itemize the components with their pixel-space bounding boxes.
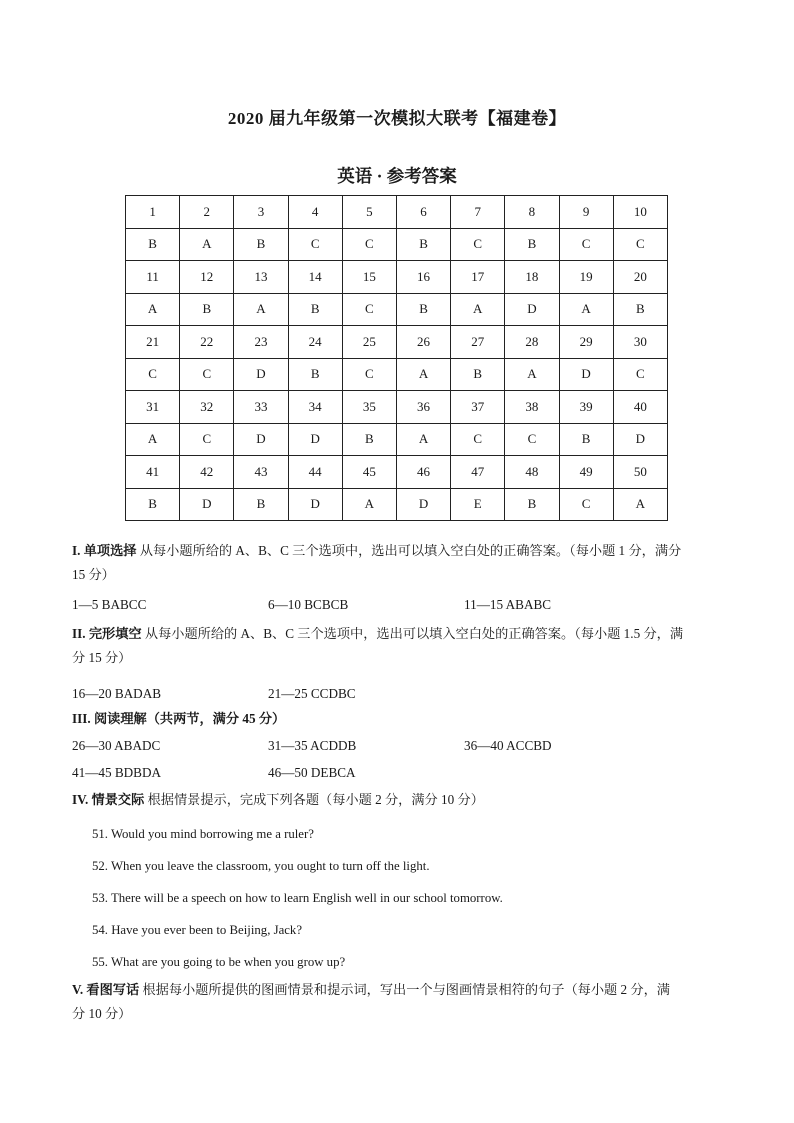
answer-table-cell: 35 (342, 391, 396, 424)
answer-table-cell: B (342, 423, 396, 456)
section-5-desc-line2: 分 10 分） (72, 1006, 132, 1021)
answer-table-cell: C (180, 423, 234, 456)
sentence-53: 53. There will be a speech on how to learn English well in our school tomorrow. (92, 891, 503, 905)
answer-table-cell: C (505, 423, 559, 456)
answer-table-cell: B (396, 293, 450, 326)
answer-table-cell: 26 (396, 326, 450, 359)
answer-table-cell: 46 (396, 456, 450, 489)
answer-table-cell: 36 (396, 391, 450, 424)
answer-table-cell: B (288, 358, 342, 391)
answer-table-cell: A (396, 423, 450, 456)
answer-table-cell: A (126, 293, 180, 326)
section-2-desc-line2: 分 15 分） (72, 650, 132, 665)
answer-group: 26—30 ABADC (72, 738, 161, 753)
section-5-heading: V. 看图写话 (72, 982, 140, 997)
answer-table-cell: 5 (342, 196, 396, 229)
answer-table-row (126, 423, 668, 456)
answer-table-cell: A (396, 358, 450, 391)
answer-table-cell: D (288, 488, 342, 521)
answer-group: 46—50 DEBCA (268, 765, 356, 780)
answer-table-cell: A (234, 293, 288, 326)
answer-table-cell: B (505, 488, 559, 521)
answer-table-cell: D (396, 488, 450, 521)
answer-table-cell: 47 (451, 456, 505, 489)
answer-table-cell: E (451, 488, 505, 521)
answer-table-cell: A (613, 488, 667, 521)
answer-table-cell: B (126, 228, 180, 261)
answer-table-cell: B (505, 228, 559, 261)
answer-table-row (126, 261, 668, 294)
answer-table-cell: A (180, 228, 234, 261)
answer-table-row (126, 228, 668, 261)
section-1-heading: I. 单项选择 (72, 543, 137, 558)
answer-table-cell: 10 (613, 196, 667, 229)
sentence-51: 51. Would you mind borrowing me a ruler? (92, 827, 314, 841)
answer-table-cell: 49 (559, 456, 613, 489)
answer-table-cell: 17 (451, 261, 505, 294)
answer-table-cell: D (505, 293, 559, 326)
answer-table-cell: 43 (234, 456, 288, 489)
answer-table-cell: C (288, 228, 342, 261)
answer-table-cell: 4 (288, 196, 342, 229)
answer-table-cell: A (342, 488, 396, 521)
answer-table-cell: 50 (613, 456, 667, 489)
answer-table-cell: D (288, 423, 342, 456)
answer-table-cell: 45 (342, 456, 396, 489)
answer-group: 21—25 CCDBC (268, 686, 356, 701)
answer-table-cell: B (396, 228, 450, 261)
answer-group: 16—20 BADAB (72, 686, 162, 701)
sentence-54: 54. Have you ever been to Beijing, Jack? (92, 923, 303, 937)
answer-table-cell: B (451, 358, 505, 391)
answer-table-cell: C (180, 358, 234, 391)
answer-table-cell: B (613, 293, 667, 326)
answer-table-cell: 37 (451, 391, 505, 424)
section-2-heading: II. 完形填空 (72, 626, 142, 641)
answer-table-cell: B (126, 488, 180, 521)
answer-table-cell: D (234, 358, 288, 391)
answer-table-cell: C (342, 358, 396, 391)
answer-table-cell: 25 (342, 326, 396, 359)
answer-group: 36—40 ACCBD (464, 738, 552, 753)
answer-table-cell: D (180, 488, 234, 521)
answer-table-cell: 28 (505, 326, 559, 359)
answer-table-cell: 6 (396, 196, 450, 229)
answer-table-cell: 48 (505, 456, 559, 489)
answer-table-cell: A (559, 293, 613, 326)
section-4-heading-row (72, 790, 484, 810)
answer-table-cell: 30 (613, 326, 667, 359)
answer-table-cell: 29 (559, 326, 613, 359)
answer-table-cell: D (613, 423, 667, 456)
answer-table-cell: B (180, 293, 234, 326)
answer-table-cell: 16 (396, 261, 450, 294)
answer-table-cell: 9 (559, 196, 613, 229)
answer-table-cell: 19 (559, 261, 613, 294)
answer-table-cell: 3 (234, 196, 288, 229)
answer-table-row (126, 488, 668, 521)
section-2-desc (72, 622, 724, 670)
answer-table-cell: A (126, 423, 180, 456)
section-1-desc-line1: 从每小题所给的 A、B、C 三个选项中，选出可以填入空白处的正确答案。（每小题 1 分，满分 (139, 543, 682, 558)
answer-table-cell: 12 (180, 261, 234, 294)
answer-table-cell: C (342, 228, 396, 261)
answer-table-row (126, 196, 668, 229)
answer-table-cell: C (613, 358, 667, 391)
answer-group: 41—45 BDBDA (72, 765, 162, 780)
answer-table-row (126, 391, 668, 424)
answer-table-cell: 11 (126, 261, 180, 294)
answer-group: 11—15 ABABC (464, 597, 552, 612)
section-3-heading-row (72, 709, 285, 729)
answer-table-cell: 33 (234, 391, 288, 424)
answer-table-cell: 23 (234, 326, 288, 359)
answer-table-cell: 13 (234, 261, 288, 294)
section-2-desc-line1: 从每小题所给的 A、B、C 三个选项中，选出可以填入空白处的正确答案。（每小题 1.5 分，满 (144, 626, 684, 641)
answer-table-cell: 7 (451, 196, 505, 229)
answer-group: 31—35 ACDDB (268, 738, 357, 753)
answer-table-cell: C (126, 358, 180, 391)
answer-table-cell: 27 (451, 326, 505, 359)
answer-group: 6—10 BCBCB (268, 597, 349, 612)
answer-table (125, 195, 668, 521)
answer-table-cell: A (451, 293, 505, 326)
answer-table-cell: 34 (288, 391, 342, 424)
answer-table-cell: A (505, 358, 559, 391)
answer-table-cell: 41 (126, 456, 180, 489)
answer-table-row (126, 293, 668, 326)
answer-table-cell: 21 (126, 326, 180, 359)
answer-table-cell: B (559, 423, 613, 456)
sentence-52: 52. When you leave the classroom, you ought to turn off the light. (92, 859, 430, 873)
answer-table-cell: B (234, 228, 288, 261)
section-5-desc (72, 978, 724, 1026)
answer-table-cell: 38 (505, 391, 559, 424)
sentence-55: 55. What are you going to be when you grow up? (92, 955, 346, 969)
answer-table-cell: 1 (126, 196, 180, 229)
answer-table-cell: C (613, 228, 667, 261)
answer-table-cell: C (451, 423, 505, 456)
answer-table-cell: 31 (126, 391, 180, 424)
section-5-desc-line1: 根据每小题所提供的图画情景和提示词，写出一个与图画情景相符的句子（每小题 2 分，满 (142, 982, 670, 997)
document-title: 2020 届九年级第一次模拟大联考【福建卷】 (227, 109, 567, 128)
answer-table-cell: C (559, 228, 613, 261)
answer-table-cell: 44 (288, 456, 342, 489)
section-3-heading: III. 阅读理解（共两节，满分 45 分） (72, 711, 286, 726)
section-4-desc: 根据情景提示，完成下列各题（每小题 2 分，满分 10 分） (147, 792, 484, 807)
answer-table-cell: 18 (505, 261, 559, 294)
answer-table-cell: 39 (559, 391, 613, 424)
answer-table-cell: C (559, 488, 613, 521)
section-1-desc (72, 539, 724, 587)
answer-table-cell: 32 (180, 391, 234, 424)
answer-table-row (126, 358, 668, 391)
section-4-heading: IV. 情景交际 (72, 792, 145, 807)
document-subtitle: 英语 · 参考答案 (337, 166, 457, 186)
answer-group: 1—5 BABCC (72, 597, 147, 612)
answer-table-cell: 42 (180, 456, 234, 489)
answer-table-row (126, 456, 668, 489)
answer-table-cell: D (559, 358, 613, 391)
answer-table-cell: 24 (288, 326, 342, 359)
answer-table-cell: 8 (505, 196, 559, 229)
answer-table-cell: 20 (613, 261, 667, 294)
section-1-desc-line2: 15 分） (72, 567, 115, 582)
answer-table-cell: B (234, 488, 288, 521)
answer-table-cell: C (342, 293, 396, 326)
answer-table-cell: 2 (180, 196, 234, 229)
answer-table-cell: B (288, 293, 342, 326)
answer-table-row (126, 326, 668, 359)
answer-table-cell: D (234, 423, 288, 456)
answer-table-cell: 40 (613, 391, 667, 424)
answer-table-cell: 14 (288, 261, 342, 294)
answer-table-cell: 22 (180, 326, 234, 359)
answer-table-cell: C (451, 228, 505, 261)
answer-table-cell: 15 (342, 261, 396, 294)
